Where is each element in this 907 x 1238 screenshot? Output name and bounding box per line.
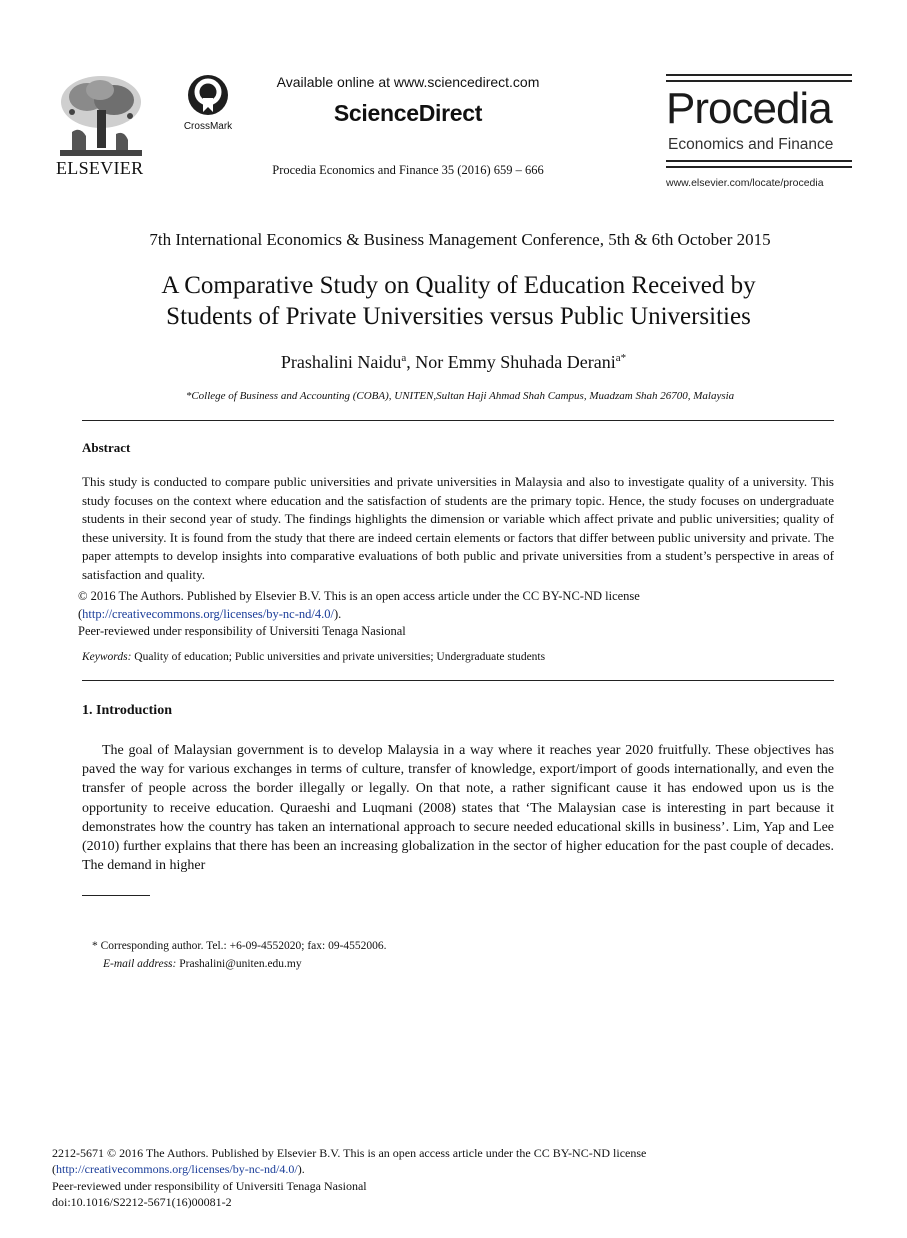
- bottom-license-block: [52, 1145, 852, 1210]
- bottom-license-line: [52, 1161, 852, 1177]
- procedia-rule: [666, 166, 852, 168]
- abstract-heading: Abstract: [82, 440, 131, 455]
- elsevier-logo: [52, 72, 154, 180]
- abstract-text: This study is conducted to compare public universities and private universities in Malaysia and also to investigate quality of a university. This study focuses on the context where education and the satisfaction of students are the primary topic. Hence, the study focuses on undergraduate students in their second year of study. The findings highlights the dimension or variable which affect private and public universities; quality of these university. It is found from the study that there are indeed certain elements or factors that differ between public university and private. The paper attempts to develop insights into comparative evaluations of both public and private universities from a student’s perspective in areas of satisfaction and quality.: [82, 474, 834, 582]
- bottom-license-link[interactable]: http://creativecommons.org/licenses/by-nc-nd/4.0/: [56, 1162, 298, 1177]
- procedia-rule: [666, 74, 852, 76]
- divider: [82, 680, 834, 681]
- divider: [82, 420, 834, 421]
- procedia-name: Procedia: [666, 84, 832, 133]
- procedia-logo: [666, 74, 852, 194]
- elsevier-wordmark: ELSEVIER: [56, 158, 144, 178]
- affiliation: *College of Business and Accounting (COBA), UNITEN,Sultan Haji Ahmad Shah Campus, Muadzam Shah 26700, Malaysia: [185, 390, 735, 402]
- conference-line: 7th International Economics & Business Management Conference, 5th & 6th October 2015: [149, 230, 771, 249]
- procedia-subtitle: Economics and Finance: [668, 136, 834, 153]
- keywords-label: Keywords:: [82, 651, 132, 663]
- keywords-text: Quality of education; Public universities and private universities; Undergraduate students: [131, 651, 546, 663]
- bottom-peer-review-line: Peer-reviewed under responsibility of Universiti Tenaga Nasional: [52, 1178, 367, 1193]
- journal-reference: Procedia Economics and Finance 35 (2016) 659 – 666: [272, 163, 544, 177]
- introduction-paragraph: The goal of Malaysian government is to develop Malaysia in a way where it reaches year 2020 fruitfully. These objectives has paved the way for various exchanges in terms of culture, transfer of knowledge, export/import of goods internationally, and even the transfer of people across the border illegally or legally. On that note, a rather significant cause it has endowed upon us is the opportunity to receive education. Quraeshi and Luqmani (2008) states that ‘The Malaysian case is interesting in part because it demonstrates how the country has taken an international approach to secure needed educational skills in business’. Lim, Yap and Lee (2010) further explains that there has been an increasing globalization in the sector of higher education for the past couple of decades. The demand in higher: [82, 743, 834, 874]
- bottom-license-close-paren: ).: [297, 1162, 305, 1177]
- copyright-notice: [78, 588, 798, 641]
- email-address[interactable]: Prashalini@uniten.edu.my: [176, 958, 302, 970]
- paper-title-line-1: A Comparative Study on Quality of Education Received by: [161, 272, 756, 299]
- bottom-license-open-paren: (: [52, 1162, 56, 1177]
- footnote: [92, 937, 792, 973]
- sciencedirect-wordmark: ScienceDirect: [333, 100, 483, 126]
- authors: [0, 352, 907, 373]
- copyright-line: © 2016 The Authors. Published by Elsevier B.V. This is an open access article under the CC BY-NC-ND license: [78, 589, 640, 603]
- author-1-affil-mark: a: [401, 352, 407, 364]
- section-heading-introduction: 1. Introduction: [82, 703, 172, 718]
- license-link[interactable]: http://creativecommons.org/licenses/by-nc-nd/4.0/: [82, 606, 334, 621]
- license-line: [78, 606, 798, 624]
- doi[interactable]: doi:10.1016/S2212-5671(16)00081-2: [52, 1194, 232, 1209]
- author-separator: ,: [406, 352, 416, 372]
- available-online-text: Available online at www.sciencedirect.com: [276, 74, 540, 90]
- issn-copyright-line: 2212-5671 © 2016 The Authors. Published by Elsevier B.V. This is an open access article under the CC BY-NC-ND license: [52, 1146, 647, 1160]
- author-2-affil-mark: a*: [615, 352, 627, 364]
- introduction-body: [82, 741, 834, 875]
- keywords: [82, 651, 834, 663]
- crossmark-badge[interactable]: [178, 74, 238, 134]
- license-open-paren: (: [78, 606, 83, 621]
- corresponding-author: * Corresponding author. Tel.: +6-09-4552020; fax: 09-4552006.: [92, 940, 387, 952]
- email-line: [92, 955, 792, 973]
- procedia-url[interactable]: www.elsevier.com/locate/procedia: [666, 177, 824, 189]
- procedia-rule: [666, 160, 852, 162]
- author-1: Prashalini Naidu: [280, 352, 402, 372]
- paper-title-line-2: Students of Private Universities versus Public Universities: [166, 303, 751, 330]
- elsevier-tree-icon: [52, 72, 150, 157]
- author-2: Nor Emmy Shuhada Derani: [415, 352, 616, 372]
- license-close-paren: ).: [333, 606, 342, 621]
- crossmark-label: CrossMark: [183, 121, 233, 132]
- procedia-rule: [666, 80, 852, 82]
- peer-review-line: Peer-reviewed under responsibility of Universiti Tenaga Nasional: [78, 624, 406, 638]
- footnote-divider: [82, 895, 150, 896]
- paper-title: [100, 270, 817, 332]
- email-label: E-mail address:: [103, 958, 177, 970]
- crossmark-icon: [187, 74, 229, 116]
